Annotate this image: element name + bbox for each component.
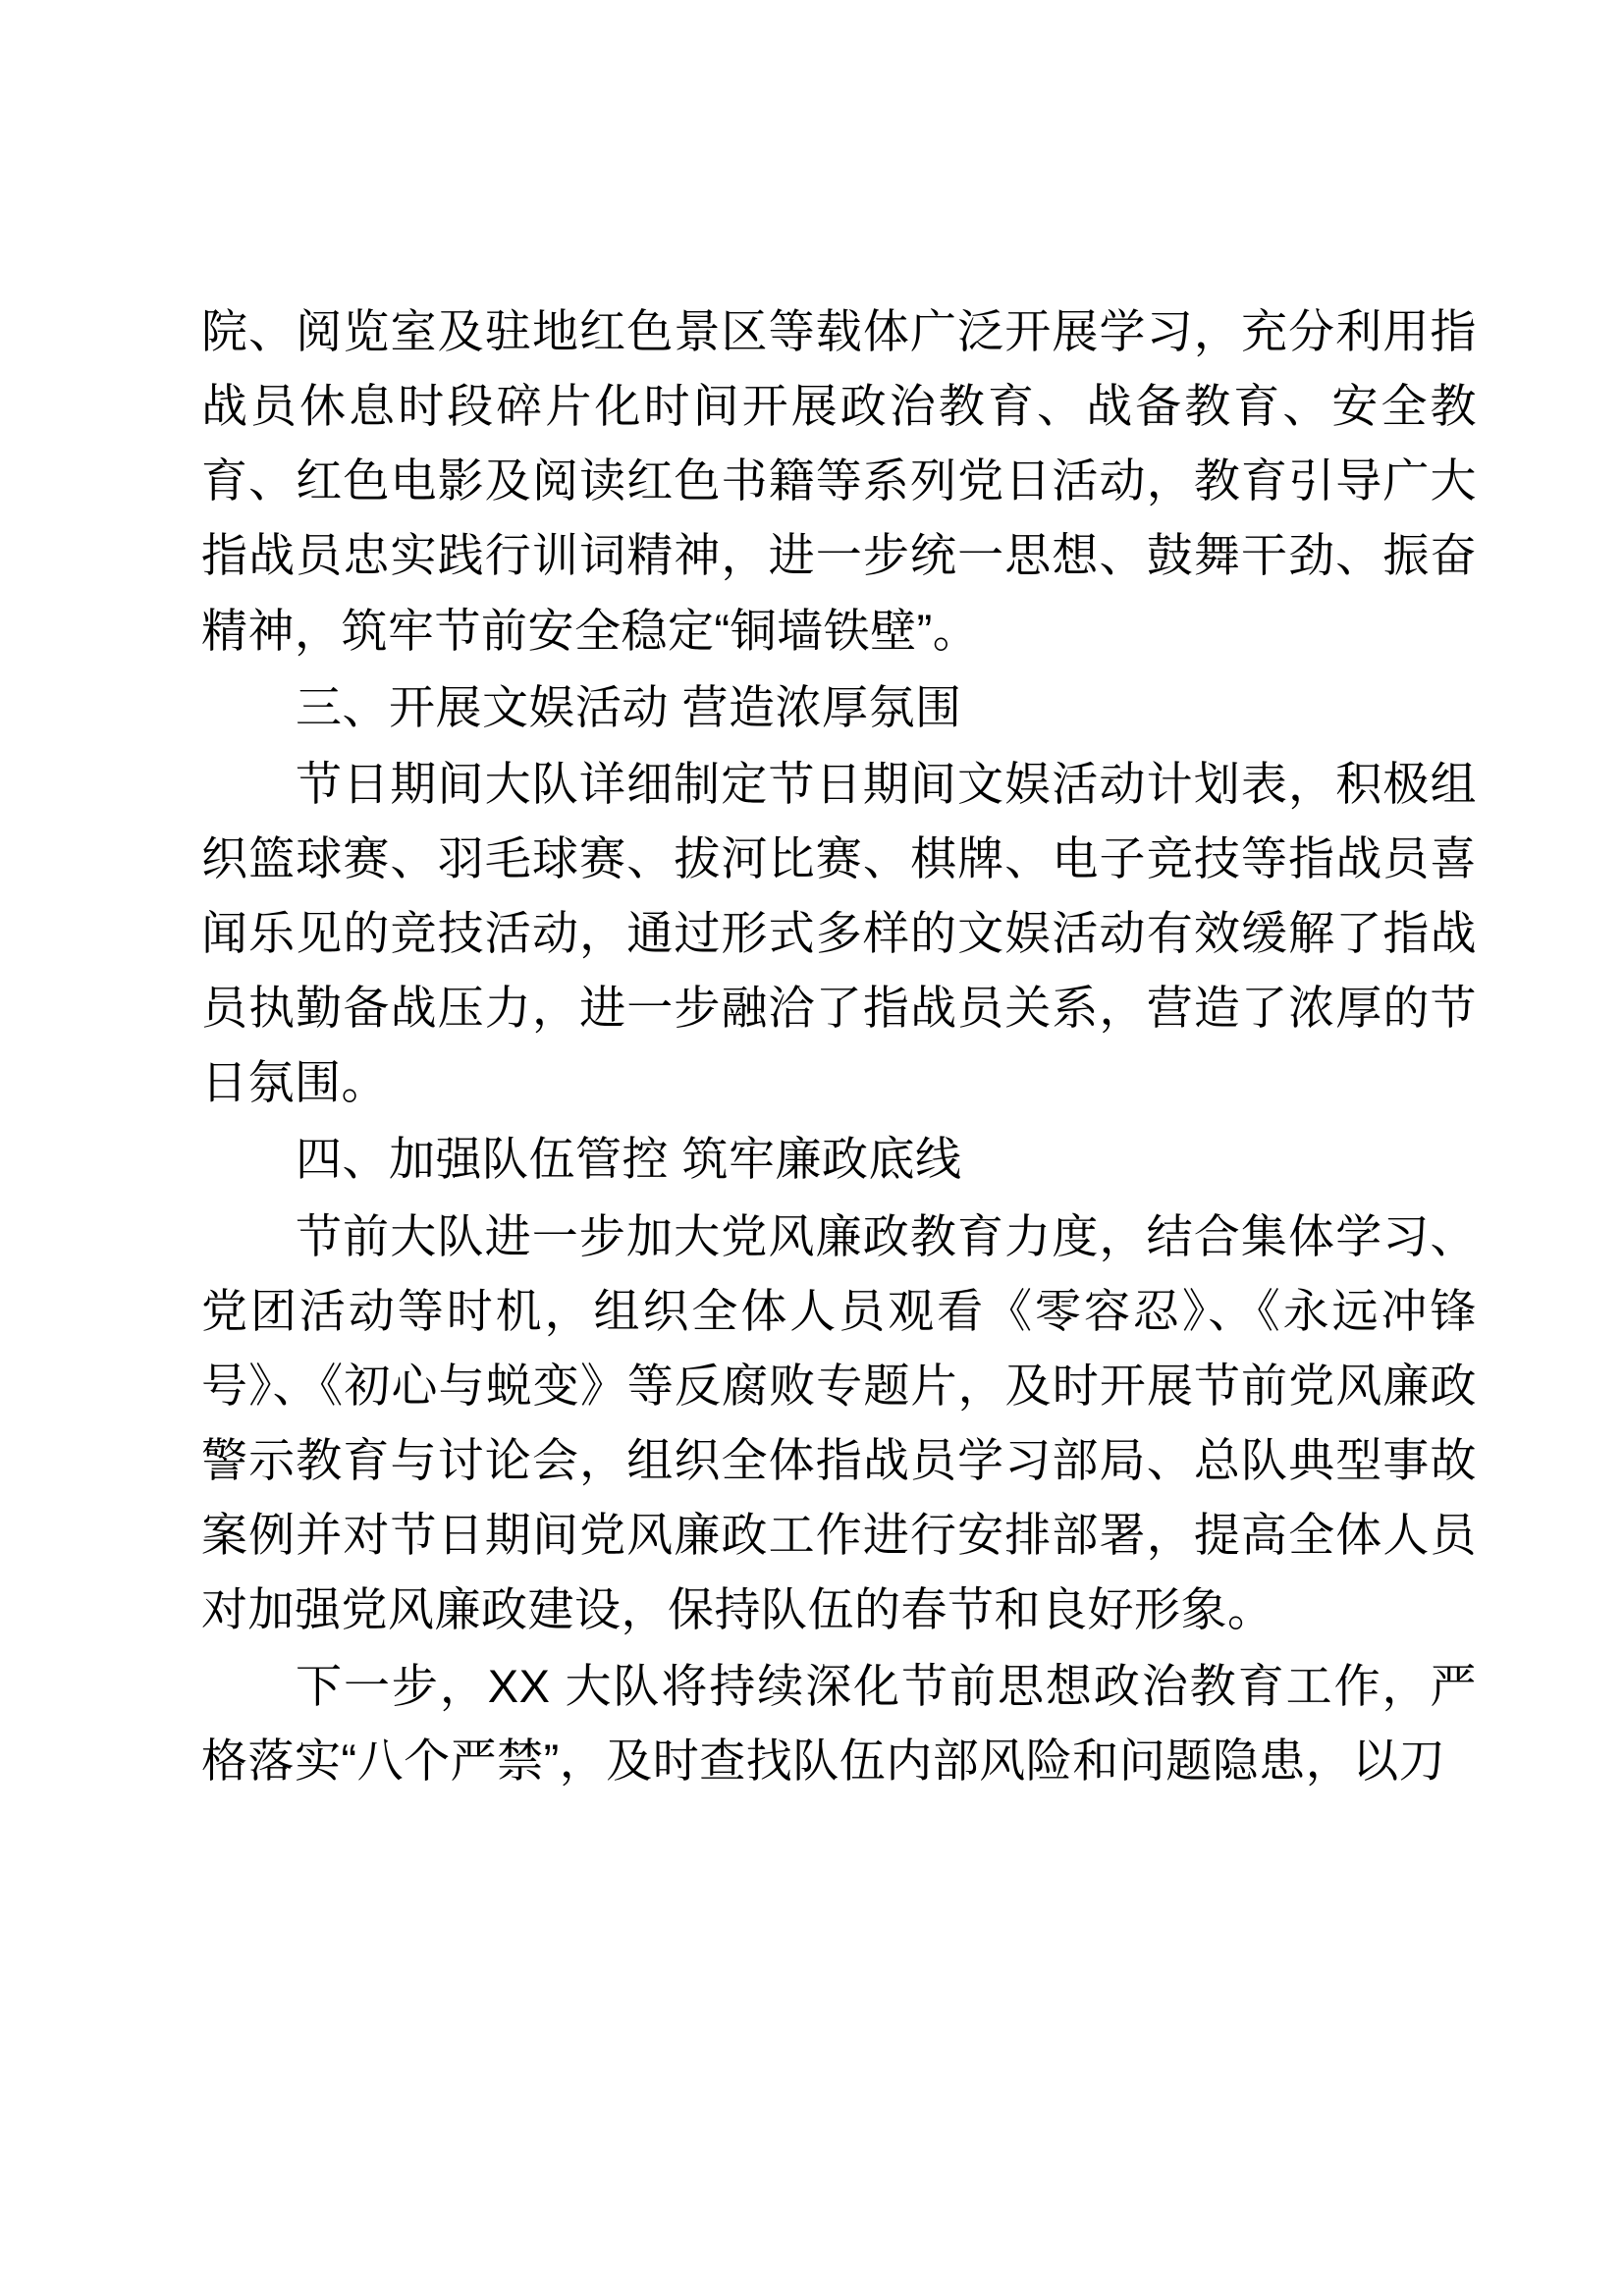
paragraph-next-steps: 下一步，XX 大队将持续深化节前思想政治教育工作，严格落实“八个严禁”，及时查找队伍内部风险和问题隐患，以刀: [201, 1660, 1477, 1788]
paragraph-section-three: 节日期间大队详细制定节日期间文娱活动计划表，积极组织篮球赛、羽毛球赛、拔河比赛、棋牌、电子竞技等指战员喜闻乐见的竞技活动，通过形式多样的文娱活动有效缓解了指战员执勤备战压力，进一步融洽了指战员关系，营造了浓厚的节日氛围。: [201, 757, 1477, 1109]
section-heading-four: 四、加强队伍管控 筑牢廉政底线: [296, 1133, 962, 1186]
paragraph-continuation: 院、阅览室及驻地红色景区等载体广泛开展学习，充分利用指战员休息时段碎片化时间开展政治教育、战备教育、安全教育、红色电影及阅读红色书籍等系列党日活动，教育引导广大指战员忠实践行训词精神，进一步统一思想、鼓舞干劲、振奋精神，筑牢节前安全稳定“铜墙铁壁”。: [201, 305, 1477, 657]
document-body: [201, 294, 1477, 1799]
section-heading-three: 三、开展文娱活动 营造浓厚氛围: [296, 680, 962, 733]
paragraph-section-four: 节前大队进一步加大党风廉政教育力度，结合集体学习、党团活动等时机，组织全体人员观看《零容忍》、《永远冲锋号》、《初心与蜕变》等反腐败专题片，及时开展节前党风廉政警示教育与讨论会，组织全体指战员学习部局、总队典型事故案例并对节日期间党风廉政工作进行安排部署，提高全体人员对加强党风廉政建设，保持队伍的春节和良好形象。: [201, 1209, 1477, 1636]
